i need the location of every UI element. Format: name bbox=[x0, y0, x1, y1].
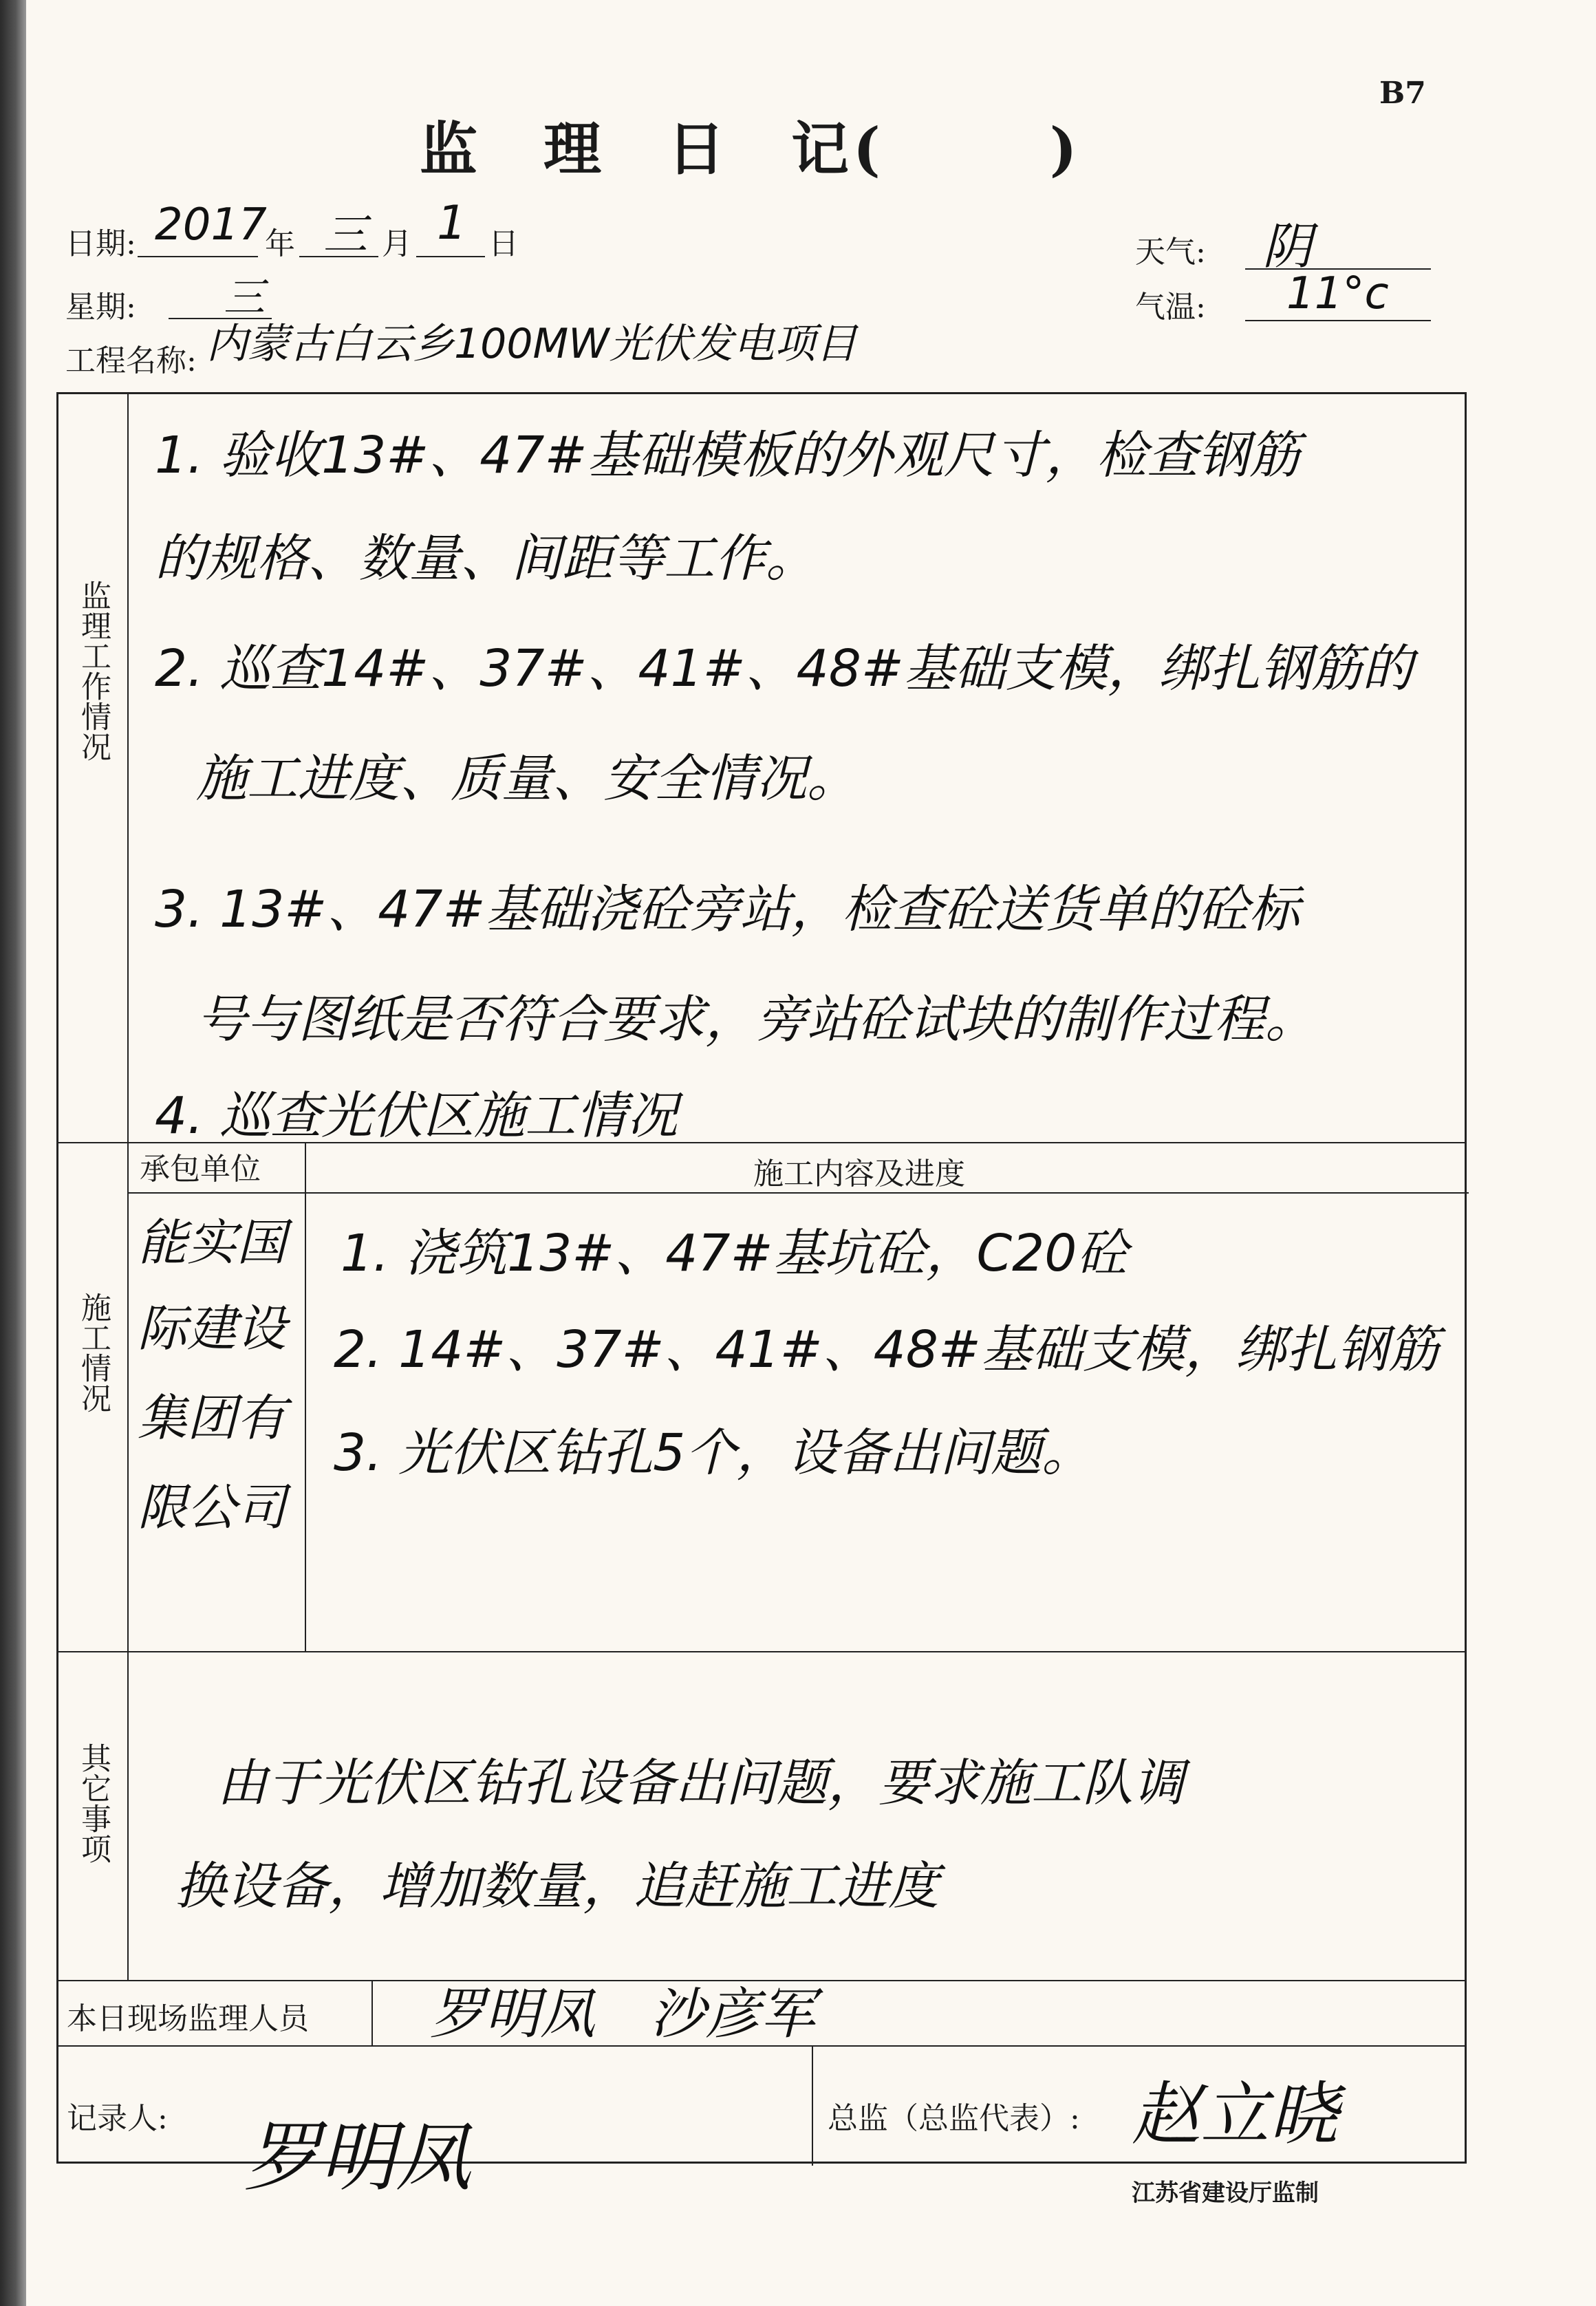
contractor-header: 承包单位 bbox=[140, 1152, 261, 1187]
staff-value: 罗明凤 沙彦军 bbox=[430, 1982, 815, 2046]
progress-header: 施工内容及进度 bbox=[753, 1156, 965, 1192]
date-label: 日期: bbox=[65, 226, 136, 261]
section-divider-2 bbox=[58, 1651, 1465, 1652]
supervision-entry-3: 2. 巡查14#、37#、41#、48#基础支模，绑扎钢筋的 bbox=[155, 639, 1413, 698]
section-divider-1 bbox=[58, 1142, 1465, 1143]
day-label: 日 bbox=[488, 226, 519, 261]
date-day: 1 bbox=[437, 196, 467, 250]
other-entry-2: 换设备，增加数量，追赶施工进度 bbox=[175, 1857, 939, 1916]
contractor-line-3: 集团有 bbox=[138, 1389, 287, 1447]
supervision-entry-4: 施工进度、质量、安全情况。 bbox=[196, 749, 858, 808]
page-title bbox=[420, 103, 1081, 186]
temp-line bbox=[1245, 320, 1431, 321]
supervision-entry-1: 1. 验收13#、47#基础模板的外观尺寸，检查钢筋 bbox=[155, 426, 1300, 485]
form-code: B7 bbox=[1379, 76, 1426, 111]
staff-divider bbox=[371, 1980, 373, 2045]
day-line bbox=[416, 256, 485, 257]
label-column-divider bbox=[127, 394, 129, 1980]
date-month: 三 bbox=[323, 210, 367, 261]
temp-label: 气温: bbox=[1135, 290, 1206, 325]
title-text: 监 理 日 记( bbox=[420, 115, 885, 183]
progress-entry-1: 1. 浇筑13#、47#基坑砼，C20砼 bbox=[341, 1224, 1128, 1283]
project-label: 工程名称: bbox=[65, 343, 197, 378]
contractor-line-4: 限公司 bbox=[138, 1478, 287, 1536]
supervision-entry-2: 的规格、数量、间距等工作。 bbox=[155, 529, 817, 588]
contractor-line-2: 际建设 bbox=[138, 1300, 287, 1357]
recorder-divider bbox=[812, 2045, 813, 2166]
section-divider-4 bbox=[58, 2045, 1465, 2047]
binding-edge bbox=[0, 0, 26, 2306]
supervision-entry-7: 4. 巡查光伏区施工情况 bbox=[155, 1086, 678, 1145]
supervision-entry-6: 号与图纸是否符合要求，旁站砼试块的制作过程。 bbox=[196, 990, 1316, 1049]
year-line bbox=[138, 256, 258, 257]
project-value: 内蒙古白云乡100MW光伏发电项目 bbox=[206, 320, 857, 368]
recorder-value: 罗明凤 bbox=[244, 2113, 471, 2201]
supervision-label: 监理工作情况 bbox=[76, 580, 111, 762]
temp-value: 11°c bbox=[1286, 268, 1389, 319]
footer-text: 江苏省建设厅监制 bbox=[1132, 2179, 1319, 2207]
month-label: 月 bbox=[382, 226, 412, 261]
title-close: ) bbox=[1049, 115, 1081, 183]
progress-entry-3: 3. 光伏区钻孔5个，设备出问题。 bbox=[334, 1423, 1093, 1483]
chief-label: 总监（总监代表）: bbox=[828, 2101, 1080, 2136]
weekday-value: 三 bbox=[224, 274, 265, 322]
staff-label: 本日现场监理人员 bbox=[67, 2001, 309, 2036]
supervision-entry-5: 3. 13#、47#基础浇砼旁站，检查砼送货单的砼标 bbox=[155, 880, 1300, 939]
construction-label: 施工情况 bbox=[76, 1292, 111, 1413]
chief-value: 赵立晓 bbox=[1132, 2074, 1338, 2155]
year-label: 年 bbox=[265, 226, 295, 261]
recorder-label: 记录人: bbox=[67, 2101, 168, 2136]
date-year: 2017 bbox=[155, 200, 267, 250]
weekday-label: 星期: bbox=[65, 290, 136, 325]
contractor-line-1: 能实国 bbox=[138, 1214, 287, 1271]
other-entry-1: 由于光伏区钻孔设备出问题，要求施工队调 bbox=[217, 1754, 1184, 1813]
progress-entry-2: 2. 14#、37#、41#、48#基础支模，绑扎钢筋 bbox=[334, 1320, 1439, 1379]
weather-value: 阴 bbox=[1262, 217, 1313, 275]
other-label: 其它事项 bbox=[76, 1743, 111, 1864]
construction-header-divider bbox=[127, 1192, 1469, 1194]
contractor-divider bbox=[305, 1142, 306, 1651]
weather-label: 天气: bbox=[1135, 235, 1206, 270]
